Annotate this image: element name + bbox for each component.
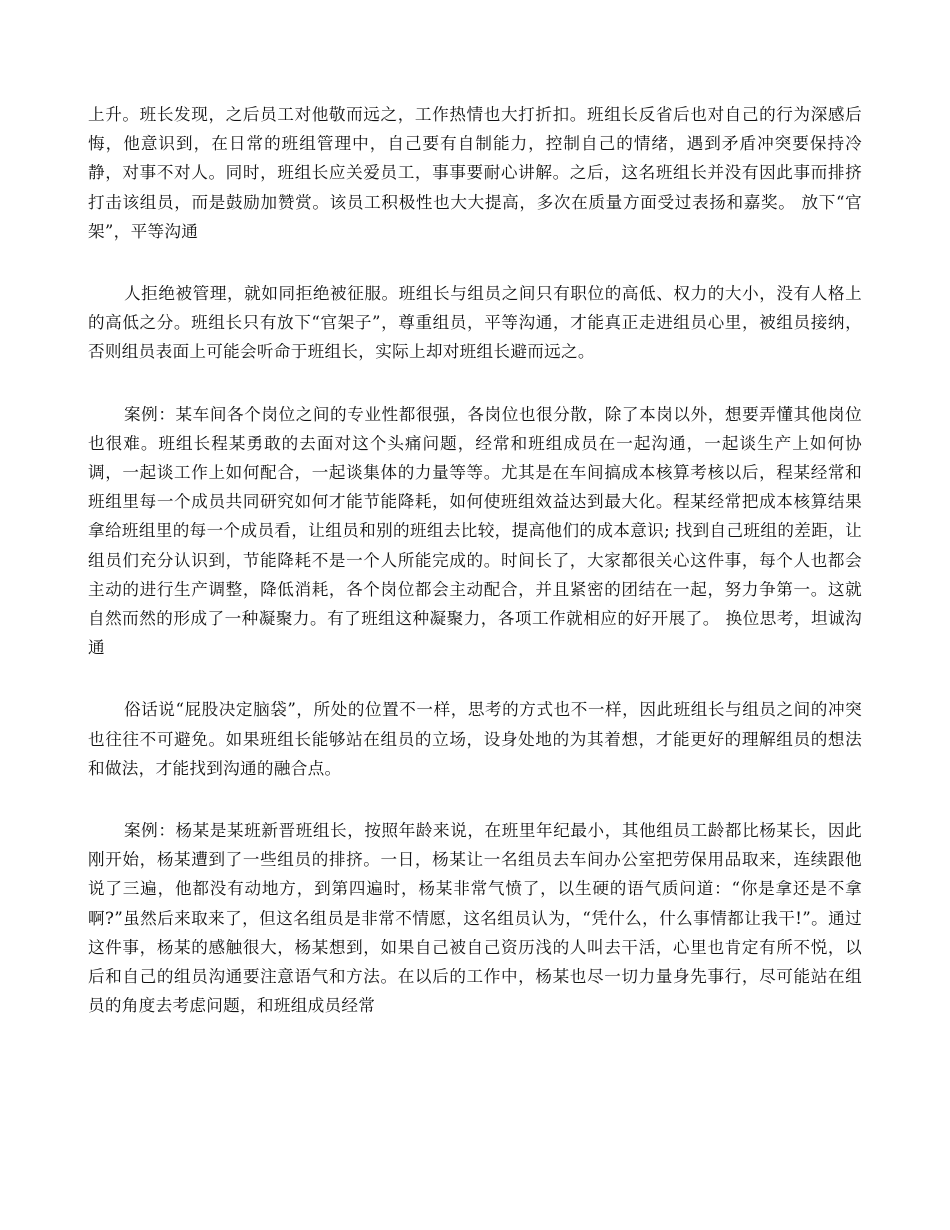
paragraph-2: 人拒绝被管理，就如同拒绝被征服。班组长与组员之间只有职位的高低、权力的大小，没有人格上的高低之分。班组长只有放下“官架子”，尊重组员，平等沟通，才能真正走进组员心里，被组员接纳，否则组员表面上可能会听命于班组长，实际上却对班组长避而远之。 — [88, 284, 862, 362]
paragraph-3: 案例：某车间各个岗位之间的专业性都很强，各岗位也很分散，除了本岗以外，想要弄懂其他岗位也很难。班组长程某勇敢的去面对这个头痛问题，经常和班组成员在一起沟通，一起谈生产上如何协调，一起谈工作上如何配合，一起谈集体的力量等等。尤其是在车间搞成本核算考核以后，程某经常和班组里每一个成员共同研究如何才能节能降耗，如何使班组效益达到最大化。程某经常把成本核算结果拿给班组里的每一个成员看，让组员和别的班组去比较，提高他们的成本意识; 找到自己班组的差距，让组员们充分认识到，节能降耗不是一个人所能完成的。时间长了，大家都很关心这件事，每个人也都会主动的进行生产调整，降低消耗，各个岗位都会主动配合，并且紧密的团结在一起，努力争第一。这就自然而然的形成了一种凝聚力。有了班组这种凝聚力，各项工作就相应的好开展了。 换位思考，坦诚沟通 — [88, 404, 862, 658]
paragraph-1: 上升。班长发现，之后员工对他敬而远之，工作热情也大打折扣。班组长反省后也对自己的行为深感后悔，他意识到，在日常的班组管理中，自己要有自制能力，控制自己的情绪，遇到矛盾冲突要保持冷静，对事不对人。同时，班组长应关爱员工，事事要耐心讲解。之后，这名班组长并没有因此事而排挤打击该组员，而是鼓励加赞赏。该员工积极性也大大提高，多次在质量方面受过表扬和嘉奖。 放下“官架”，平等沟通 — [88, 105, 862, 241]
paragraph-4: 俗话说“屁股决定脑袋”，所处的位置不一样，思考的方式也不一样，因此班组长与组员之间的冲突也往往不可避免。如果班组长能够站在组员的立场，设身处地的为其着想，才能更好的理解组员的想法和做法，才能找到沟通的融合点。 — [88, 700, 862, 778]
document-body — [88, 100, 862, 1020]
paragraph-5: 案例：杨某是某班新晋班组长，按照年龄来说，在班里年纪最小，其他组员工龄都比杨某长，因此刚开始，杨某遭到了一些组员的排挤。一日，杨某让一名组员去车间办公室把劳保用品取来，连续跟他说了三遍，他都没有动地方，到第四遍时，杨某非常气愤了，以生硬的语气质问道：“你是拿还是不拿啊?”虽然后来取来了，但这名组员是非常不情愿，这名组员认为，“凭什么，什么事情都让我干!”。通过这件事，杨某的感触很大，杨某想到，如果自己被自己资历浅的人叫去干活，心里也肯定有所不悦，以后和自己的组员沟通要注意语气和方法。在以后的工作中，杨某也尽一切力量身先事行，尽可能站在组员的角度去考虑问题，和班组成员经常 — [88, 821, 862, 1016]
